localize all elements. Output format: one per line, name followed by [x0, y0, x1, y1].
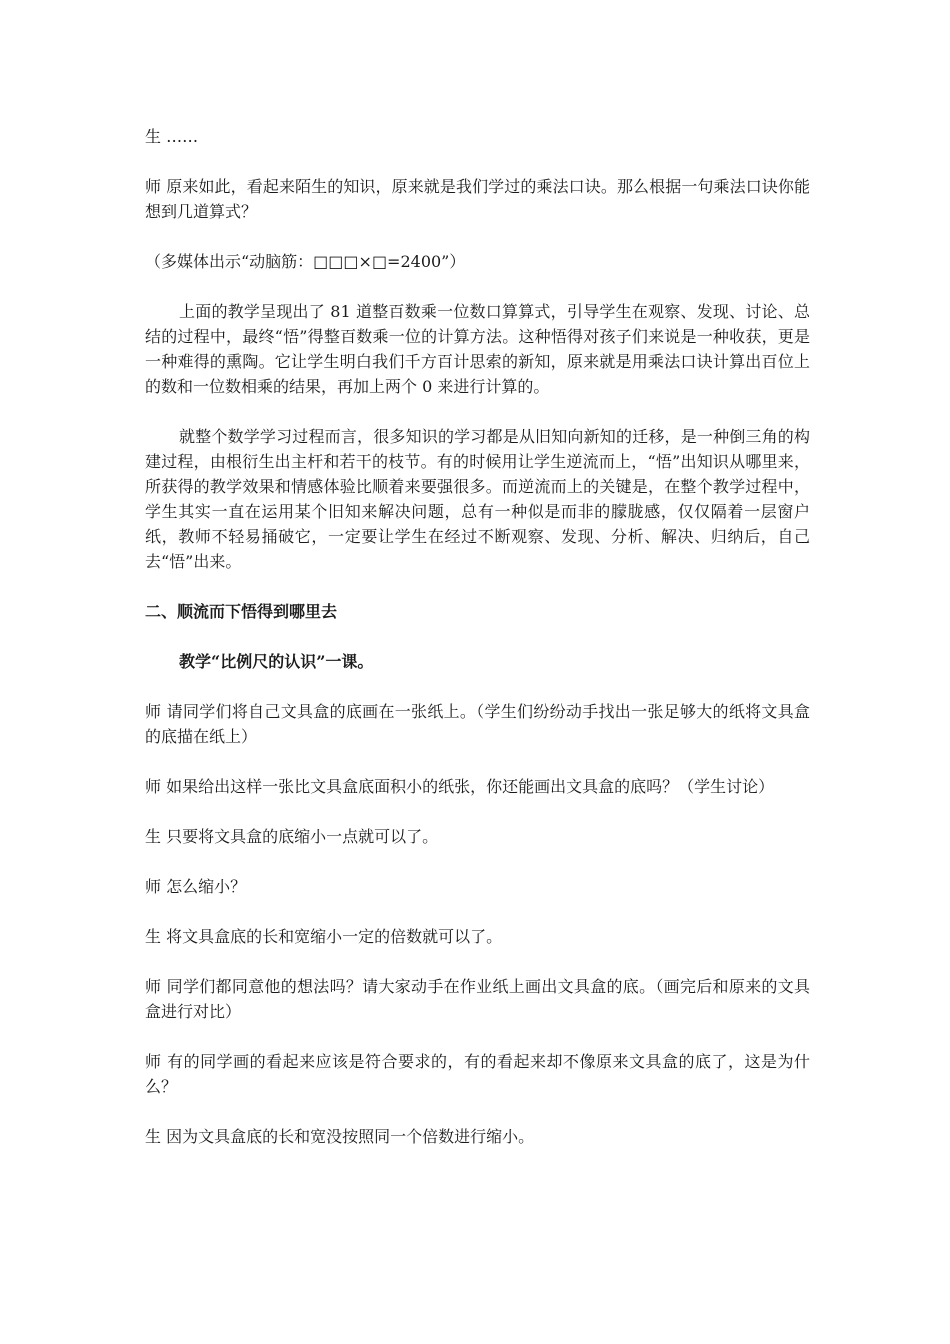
teacher-line: 师 如果给出这样一张比文具盒底面积小的纸张，你还能画出文具盒的底吗？（学生讨论） — [145, 777, 775, 796]
multimedia-note: （多媒体出示“动脑筋：□□□×□=2400”） — [145, 252, 466, 271]
student-line: 生 …… — [145, 127, 199, 146]
student-line: 生 因为文具盒底的长和宽没按照同一个倍数进行缩小。 — [145, 1127, 535, 1146]
teacher-line: 师 同学们都同意他的想法吗？请大家动手在作业纸上画出文具盒的底。（画完后和原来的文具盒进行对比） — [145, 977, 810, 1021]
teacher-line: 师 原来如此，看起来陌生的知识，原来就是我们学过的乘法口诀。那么根据一句乘法口诀你能想到几道算式？ — [145, 177, 810, 221]
body-paragraph: 就整个数学学习过程而言，很多知识的学习都是从旧知向新知的迁移，是一种倒三角的构建过程，由根衍生出主杆和若干的枝节。有的时候用让学生逆流而上，“悟”出知识从哪里来，所获得的教学效果和情感体验比顺着来要强很多。而逆流而上的关键是，在整个教学过程中，学生其实一直在运用某个旧知来解决问题，总有一种似是而非的朦胧感，仅仅隔着一层窗户纸，教师不轻易捅破它，一定要让学生在经过不断观察、发现、分析、解决、归纳后，自己去“悟”出来。 — [145, 427, 810, 571]
body-paragraph: 上面的教学呈现出了 81 道整百数乘一位数口算算式，引导学生在观察、发现、讨论、总结的过程中，最终“悟”得整百数乘一位的计算方法。这种悟得对孩子们来说是一种收获，更是一种难得的熏陶。它让学生明白我们千方百计思索的新知，原来就是用乘法口诀计算出百位上的数和一位数相乘的结果，再加上两个 0 来进行计算的。 — [145, 302, 810, 396]
teacher-line: 师 有的同学画的看起来应该是符合要求的，有的看起来却不像原来文具盒的底了，这是为什么？ — [145, 1052, 810, 1096]
document-page — [145, 124, 810, 1174]
lesson-title: 教学“比例尺的认识”一课。 — [179, 652, 374, 671]
student-line: 生 将文具盒底的长和宽缩小一定的倍数就可以了。 — [145, 927, 503, 946]
teacher-line: 师 请同学们将自己文具盒的底画在一张纸上。（学生们纷纷动手找出一张足够大的纸将文具盒的底描在纸上） — [145, 702, 810, 746]
student-line: 生 只要将文具盒的底缩小一点就可以了。 — [145, 827, 439, 846]
section-heading: 二、顺流而下悟得到哪里去 — [145, 602, 338, 621]
teacher-line: 师 怎么缩小？ — [145, 877, 247, 896]
